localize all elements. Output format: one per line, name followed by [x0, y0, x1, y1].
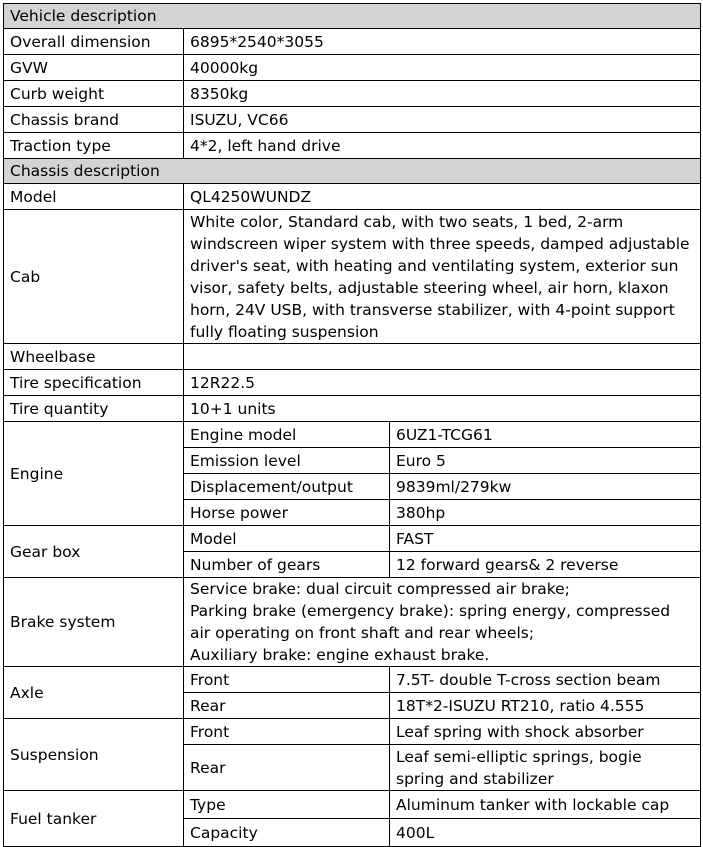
table-row — [4, 29, 701, 55]
row-label: Wheelbase — [4, 344, 184, 370]
row-value: 12R22.5 — [184, 370, 701, 396]
row-label: Overall dimension — [4, 29, 184, 55]
table-row — [4, 578, 701, 667]
sub-value: 12 forward gears& 2 reverse — [390, 552, 701, 578]
sub-value: 400L — [390, 819, 701, 847]
table-row — [4, 210, 701, 344]
table-row — [4, 791, 701, 819]
sub-value: 6UZ1-TCG61 — [390, 422, 701, 448]
table-row — [4, 55, 701, 81]
row-value: 40000kg — [184, 55, 701, 81]
group-label-axle: Axle — [4, 667, 184, 719]
section-row — [4, 4, 701, 29]
row-value: 6895*2540*3055 — [184, 29, 701, 55]
table-row — [4, 422, 701, 448]
brake-line-service: Service brake: dual circuit compressed air brake; — [190, 580, 570, 598]
row-value: ISUZU, VC66 — [184, 107, 701, 133]
section-title-chassis: Chassis description — [4, 159, 701, 184]
table-row — [4, 344, 701, 370]
row-label: Tire specification — [4, 370, 184, 396]
table-row — [4, 526, 701, 552]
sub-label: Front — [184, 667, 390, 693]
table-row — [4, 396, 701, 422]
row-value: 8350kg — [184, 81, 701, 107]
sub-value: 7.5T- double T-cross section beam — [390, 667, 701, 693]
row-label: Model — [4, 184, 184, 210]
group-label-fuel: Fuel tanker — [4, 791, 184, 847]
sub-label: Model — [184, 526, 390, 552]
brake-line-parking: Parking brake (emergency brake): spring energy, compressed air operating on front shaft and rear wheels; — [190, 602, 671, 642]
brake-line-auxiliary: Auxiliary brake: engine exhaust brake. — [190, 646, 490, 664]
sub-label: Emission level — [184, 448, 390, 474]
sub-value: Leaf spring with shock absorber — [390, 719, 701, 745]
row-label: Traction type — [4, 133, 184, 159]
sub-value: 380hp — [390, 500, 701, 526]
section-row — [4, 159, 701, 184]
sub-value: Euro 5 — [390, 448, 701, 474]
row-label: Curb weight — [4, 81, 184, 107]
table-row — [4, 107, 701, 133]
row-label: Tire quantity — [4, 396, 184, 422]
cab-description: White color, Standard cab, with two seats, 1 bed, 2-arm windscreen wiper system with three speeds, damped adjustable driver's seat, with heating and ventilating system, exterior sun visor, safety belts, adjustable steering wheel, air horn, klaxon horn, 24V USB, with transverse stabilizer, with 4-point support fully floating suspension — [184, 210, 701, 344]
table-row — [4, 184, 701, 210]
sub-label: Rear — [184, 745, 390, 791]
group-label-brake: Brake system — [4, 578, 184, 667]
row-label: Cab — [4, 210, 184, 344]
sub-value: 9839ml/279kw — [390, 474, 701, 500]
table-row — [4, 667, 701, 693]
sub-label: Number of gears — [184, 552, 390, 578]
table-row — [4, 81, 701, 107]
row-value: QL4250WUNDZ — [184, 184, 701, 210]
sub-value: FAST — [390, 526, 701, 552]
sub-label: Capacity — [184, 819, 390, 847]
sub-label: Type — [184, 791, 390, 819]
sub-label: Displacement/output — [184, 474, 390, 500]
sub-label: Horse power — [184, 500, 390, 526]
group-label-suspension: Suspension — [4, 719, 184, 791]
group-label-engine: Engine — [4, 422, 184, 526]
table-row — [4, 719, 701, 745]
sub-label: Rear — [184, 693, 390, 719]
group-label-gearbox: Gear box — [4, 526, 184, 578]
sub-label: Engine model — [184, 422, 390, 448]
sub-value: 18T*2-ISUZU RT210, ratio 4.555 — [390, 693, 701, 719]
row-value — [184, 344, 701, 370]
brake-description — [184, 578, 701, 667]
row-value: 4*2, left hand drive — [184, 133, 701, 159]
section-title-vehicle: Vehicle description — [4, 4, 701, 29]
spec-table — [3, 3, 701, 847]
table-row — [4, 133, 701, 159]
sub-value: Leaf semi-elliptic springs, bogie spring and stabilizer — [390, 745, 701, 791]
row-label: Chassis brand — [4, 107, 184, 133]
sub-label: Front — [184, 719, 390, 745]
row-value: 10+1 units — [184, 396, 701, 422]
sub-value: Aluminum tanker with lockable cap — [390, 791, 701, 819]
table-row — [4, 370, 701, 396]
row-label: GVW — [4, 55, 184, 81]
